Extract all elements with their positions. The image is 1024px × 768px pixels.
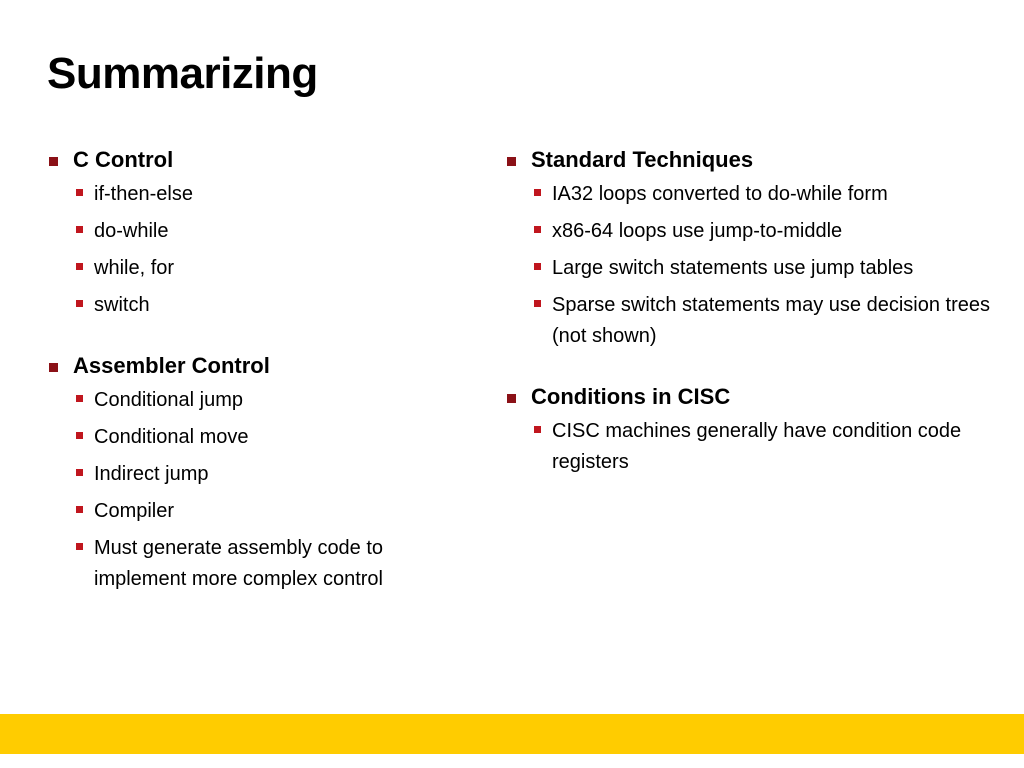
square-bullet-icon (507, 394, 516, 403)
list-item-text: Indirect jump (94, 463, 209, 485)
small-square-bullet-icon (534, 300, 541, 307)
list-item-text: x86-64 loops use jump-to-middle (552, 220, 843, 242)
list-item (76, 422, 479, 453)
section-assembler-control (49, 351, 479, 595)
list-item (76, 290, 479, 321)
section-heading: C Control (73, 147, 174, 172)
small-square-bullet-icon (76, 543, 83, 550)
section-heading-row (49, 351, 479, 381)
list-item (534, 179, 1007, 210)
small-square-bullet-icon (76, 263, 83, 270)
list-item-text: IA32 loops converted to do-while form (552, 183, 888, 205)
list-item (76, 216, 479, 247)
section-heading: Assembler Control (73, 353, 270, 378)
small-square-bullet-icon (76, 506, 83, 513)
small-square-bullet-icon (76, 432, 83, 439)
list-item-text: Conditional jump (94, 389, 243, 411)
small-square-bullet-icon (76, 189, 83, 196)
list-item-text: switch (94, 294, 150, 316)
list-item-text: Conditional move (94, 426, 249, 448)
list-item (534, 253, 1007, 284)
small-square-bullet-icon (76, 226, 83, 233)
bullet-list (507, 179, 1007, 352)
list-item-text: if-then-else (94, 183, 193, 205)
list-item (76, 179, 479, 210)
list-item-text: Sparse switch statements may use decision trees (not shown) (552, 294, 990, 347)
list-item-text: Large switch statements use jump tables (552, 257, 914, 279)
small-square-bullet-icon (534, 226, 541, 233)
list-item (76, 533, 479, 595)
footer-bar (0, 714, 1024, 754)
slide-title: Summarizing (47, 49, 318, 98)
bullet-list (49, 385, 479, 595)
small-square-bullet-icon (76, 300, 83, 307)
bullet-list (49, 179, 479, 321)
list-item-text: CISC machines generally have condition code registers (552, 420, 962, 473)
right-column (507, 145, 1007, 508)
small-square-bullet-icon (76, 395, 83, 402)
section-heading-row (49, 145, 479, 175)
list-item (76, 253, 479, 284)
list-item-text: Compiler (94, 500, 175, 522)
list-item-text: Must generate assembly code to implement more complex control (94, 537, 384, 590)
small-square-bullet-icon (534, 426, 541, 433)
square-bullet-icon (49, 157, 58, 166)
section-heading: Conditions in CISC (531, 384, 731, 409)
left-column (49, 145, 479, 625)
list-item (76, 496, 479, 527)
small-square-bullet-icon (534, 263, 541, 270)
list-item-text: while, for (94, 257, 175, 279)
small-square-bullet-icon (534, 189, 541, 196)
section-heading-row (507, 382, 1007, 412)
square-bullet-icon (507, 157, 516, 166)
section-heading: Standard Techniques (531, 147, 754, 172)
section-standard-techniques (507, 145, 1007, 352)
small-square-bullet-icon (76, 469, 83, 476)
section-conditions-in-cisc (507, 382, 1007, 478)
list-item (534, 416, 1007, 478)
list-item (534, 290, 1007, 352)
square-bullet-icon (49, 363, 58, 372)
list-item (76, 385, 479, 416)
bullet-list (507, 416, 1007, 478)
list-item (76, 459, 479, 490)
section-c-control (49, 145, 479, 321)
section-heading-row (507, 145, 1007, 175)
list-item (534, 216, 1007, 247)
list-item-text: do-while (94, 220, 169, 242)
